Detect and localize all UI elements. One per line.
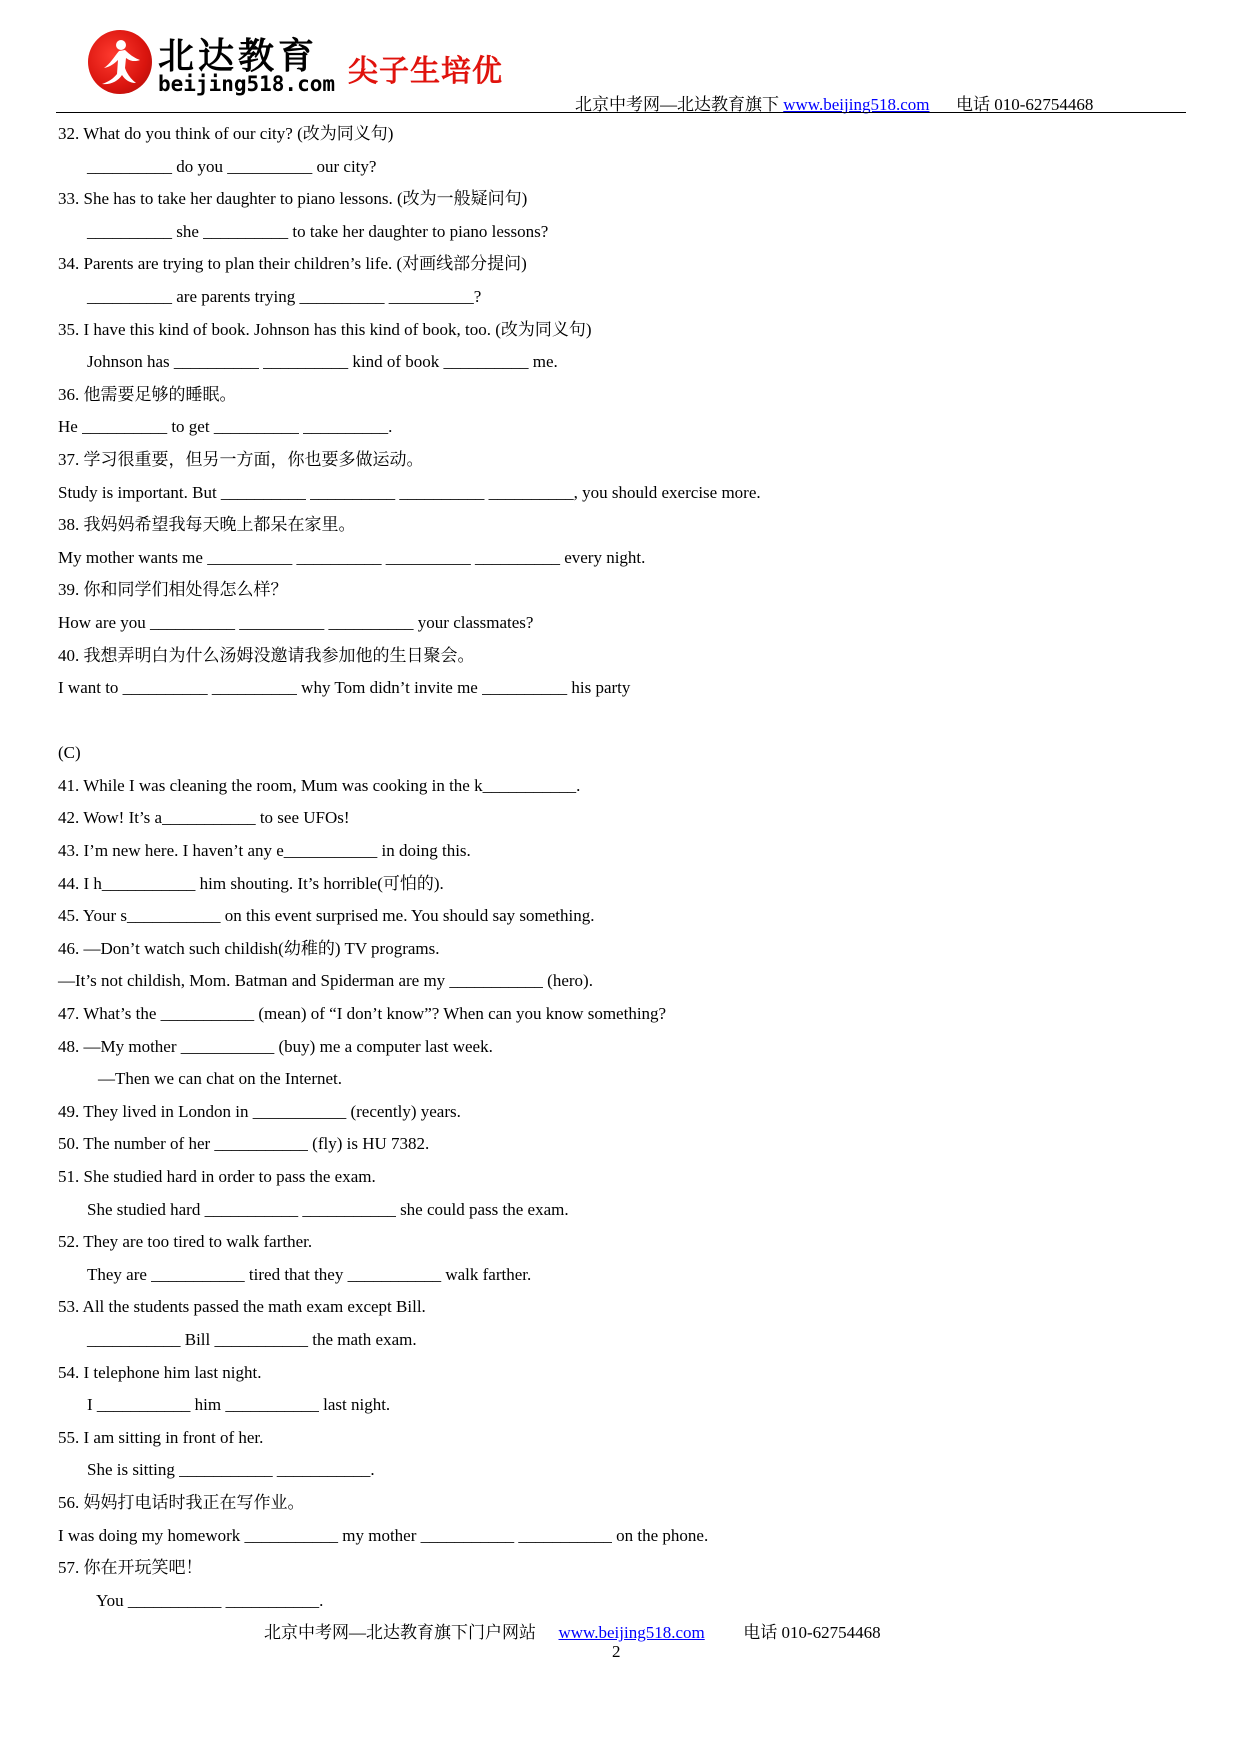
question-line: —It’s not childish, Mom. Batman and Spiderman are my ___________ (hero). (58, 971, 593, 991)
question-line: 56. 妈妈打电话时我正在写作业。 (58, 1492, 305, 1512)
blank-line (58, 705, 1178, 738)
answer-line: Study is important. But __________ __________ __________ __________, you should exercise more. (58, 482, 761, 502)
header-phone: 电话 010-62754468 (955, 95, 1094, 114)
brand-url: beijing518.com (158, 72, 336, 96)
answer-line: I was doing my homework ___________ my mother ___________ ___________ on the phone. (58, 1525, 709, 1545)
answer-line: How are you __________ __________ __________ your classmates? (58, 612, 534, 632)
question-line: 43. I’m new here. I haven’t any e___________ in doing this. (58, 841, 471, 861)
answer-line: I want to __________ __________ why Tom didn’t invite me __________ his party (58, 678, 631, 698)
question-line: 47. What’s the ___________ (mean) of “I don’t know”? When can you know something? (58, 1004, 667, 1024)
question-line: 51. She studied hard in order to pass the exam. (58, 1167, 376, 1186)
question-line: 32. What do you think of our city? (改为同义句) (58, 124, 394, 143)
answer-line: My mother wants me __________ __________ __________ __________ every night. (58, 547, 646, 567)
question-line: 45. Your s___________ on this event surprised me. You should say something. (58, 906, 595, 926)
question-line: 44. I h___________ him shouting. It’s horrible(可怕的). (58, 873, 444, 893)
question-line: 50. The number of her ___________ (fly) is HU 7382. (58, 1134, 430, 1154)
answer-line: Johnson has __________ __________ kind of book __________ me. (87, 352, 558, 372)
answer-line: __________ she __________ to take her daughter to piano lessons? (87, 221, 549, 241)
question-line: 52. They are too tired to walk farther. (58, 1232, 313, 1252)
question-line: 37. 学习很重要，但另一方面，你也要多做运动。 (58, 449, 424, 469)
footer-site-text: 北京中考网—北达教育旗下门户网站 (264, 1623, 536, 1642)
answer-line: —Then we can chat on the Internet. (98, 1069, 343, 1089)
page-number: 2 (612, 1642, 621, 1661)
question-line: 53. All the students passed the math exam except Bill. (58, 1297, 426, 1317)
question-line: 39. 你和同学们相处得怎么样？ (58, 580, 288, 600)
footer-info (264, 1618, 881, 1643)
slogan: 尖子生培优 (348, 54, 503, 89)
question-line: 55. I am sitting in front of her. (58, 1427, 264, 1447)
question-line: 42. Wow! It’s a___________ to see UFOs! (58, 808, 350, 828)
header-divider (56, 112, 1186, 113)
question-line: 33. She has to take her daughter to piano lessons. (改为一般疑问句) (58, 189, 528, 209)
question-line: 34. Parents are trying to plan their children’s life. (对画线部分提问) (58, 254, 527, 274)
question-line: 36. 他需要足够的睡眠。 (58, 384, 237, 404)
footer-phone: 电话 010-62754468 (743, 1623, 881, 1642)
question-line: 38. 我妈妈希望我每天晚上都呆在家里。 (58, 515, 356, 535)
header-site-text: 北京中考网—北达教育旗下 (575, 95, 784, 114)
answer-line: You ___________ ___________. (96, 1590, 324, 1610)
answer-line: He __________ to get __________ __________. (58, 417, 393, 437)
answer-line: I ___________ him ___________ last night. (87, 1395, 391, 1415)
answer-line: ___________ Bill ___________ the math exam. (87, 1329, 417, 1349)
question-line: 57. 你在开玩笑吧！ (58, 1558, 203, 1578)
question-line: 40. 我想弄明白为什么汤姆没邀请我参加他的生日聚会。 (58, 645, 475, 665)
logo-emblem (88, 30, 152, 94)
question-line: 49. They lived in London in ___________ (recently) years. (58, 1101, 461, 1121)
question-line: 35. I have this kind of book. Johnson has this kind of book, too. (改为同义句) (58, 319, 592, 339)
exercise-content (58, 118, 1178, 1617)
answer-line: __________ are parents trying __________ __________? (87, 286, 482, 306)
header-site-link[interactable]: www.beijing518.com (783, 95, 930, 114)
dancer-icon (88, 30, 152, 94)
question-line: 41. While I was cleaning the room, Mum was cooking in the k___________. (58, 775, 581, 795)
question-line: 46. —Don’t watch such childish(幼稚的) TV programs. (58, 938, 440, 958)
question-line: 48. —My mother ___________ (buy) me a computer last week. (58, 1036, 493, 1056)
answer-line: She is sitting ___________ ___________. (87, 1460, 375, 1480)
brand-name: 北达教育 (158, 35, 319, 77)
section-heading: (C) (58, 743, 81, 763)
answer-line: They are ___________ tired that they ___________ walk farther. (87, 1264, 532, 1284)
answer-line: __________ do you __________ our city? (87, 156, 377, 176)
footer-site-link[interactable]: www.beijing518.com (558, 1623, 705, 1642)
question-line: 54. I telephone him last night. (58, 1362, 262, 1382)
answer-line: She studied hard ___________ ___________ she could pass the exam. (87, 1199, 569, 1219)
